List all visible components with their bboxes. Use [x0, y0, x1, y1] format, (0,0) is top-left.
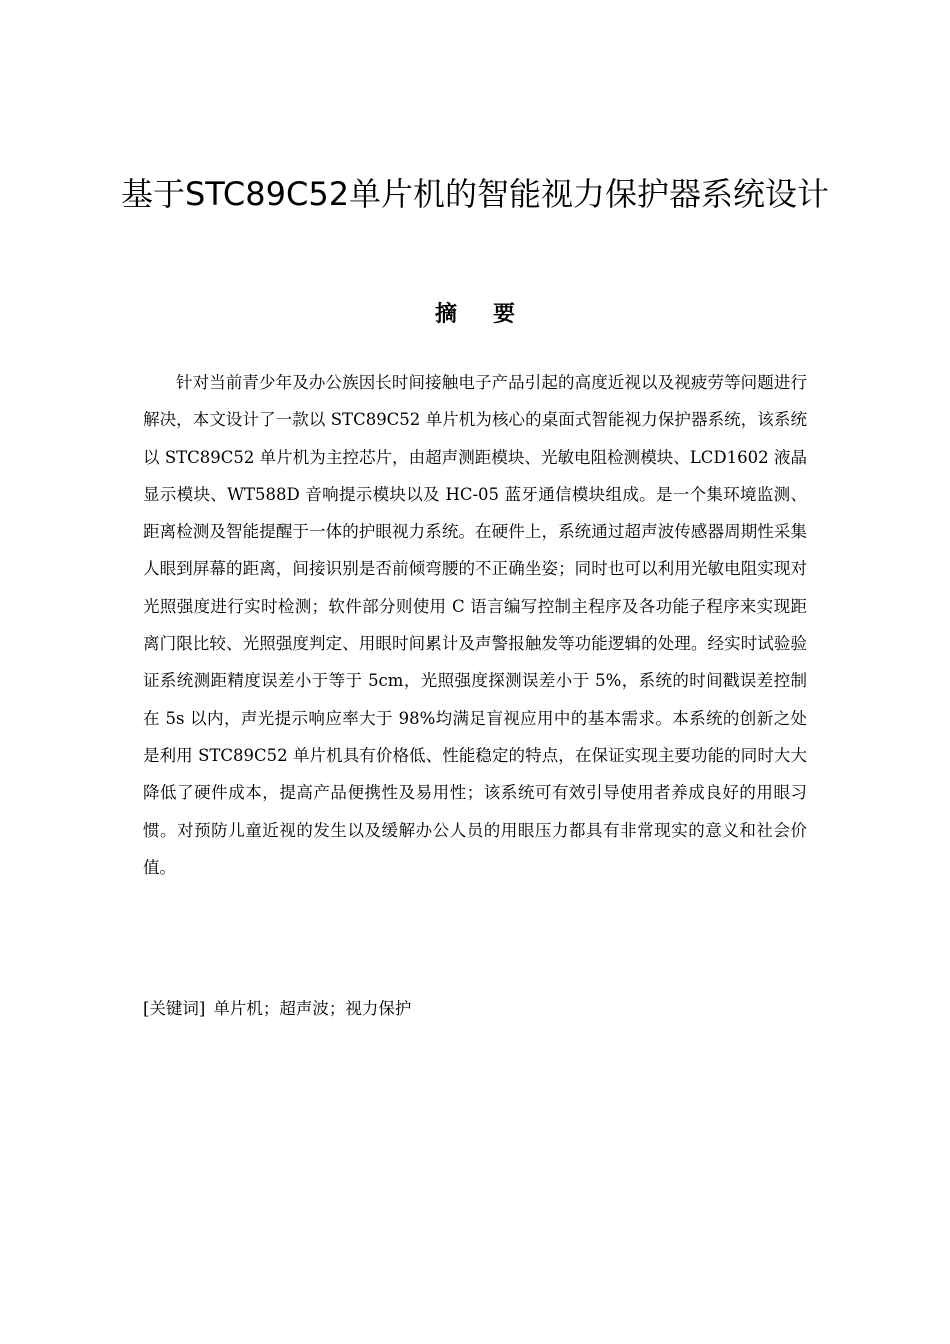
document-title: 基于STC89C52单片机的智能视力保护器系统设计 — [120, 175, 830, 213]
abstract-heading: 摘要 — [434, 302, 551, 327]
abstract-body: 针对当前青少年及办公族因长时间接触电子产品引起的高度近视以及视疲劳等问题进行解决，本文设计了一款以 STC89C52 单片机为核心的桌面式智能视力保护器系统，该系统以 STC89C52 单片机为主控芯片，由超声测距模块、光敏电阻检测模块、LCD1602 液晶显示模块、WT588D 音响提示模块以及 HC-05 蓝牙通信模块组成。是一个集环境监测、距离检测及智能提醒于一体的护眼视力系统。在硬件上，系统通过超声波传感器周期性采集人眼到屏幕的距离，间接识别是否前倾弯腰的不正确坐姿；同时也可以利用光敏电阻实现对光照强度进行实时检测；软件部分则使用 C 语言编写控制主程序及各功能子程序来实现距离门限比较、光照强度判定、用眼时间累计及声警报触发等功能逻辑的处理。经实时试验验证系统测距精度误差小于等于 5cm，光照强度探测误差小于 5%，系统的时间戳误差控制在 5s 以内，声光提示响应率大于 98%均满足盲视应用中的基本需求。本系统的创新之处是利用 STC89C52 单片机具有价格低、性能稳定的特点，在保证实现主要功能的同时大大降低了硬件成本，提高产品便携性及易用性；该系统可有效引导使用者养成良好的用眼习惯。对预防儿童近视的发生以及缓解办公人员的用眼压力都具有非常现实的意义和社会价值。 — [143, 373, 807, 877]
keywords-value: 单片机；超声波；视力保护 — [213, 999, 412, 1018]
keywords-line — [143, 994, 807, 1024]
keywords-label: [关键词] — [143, 999, 206, 1018]
